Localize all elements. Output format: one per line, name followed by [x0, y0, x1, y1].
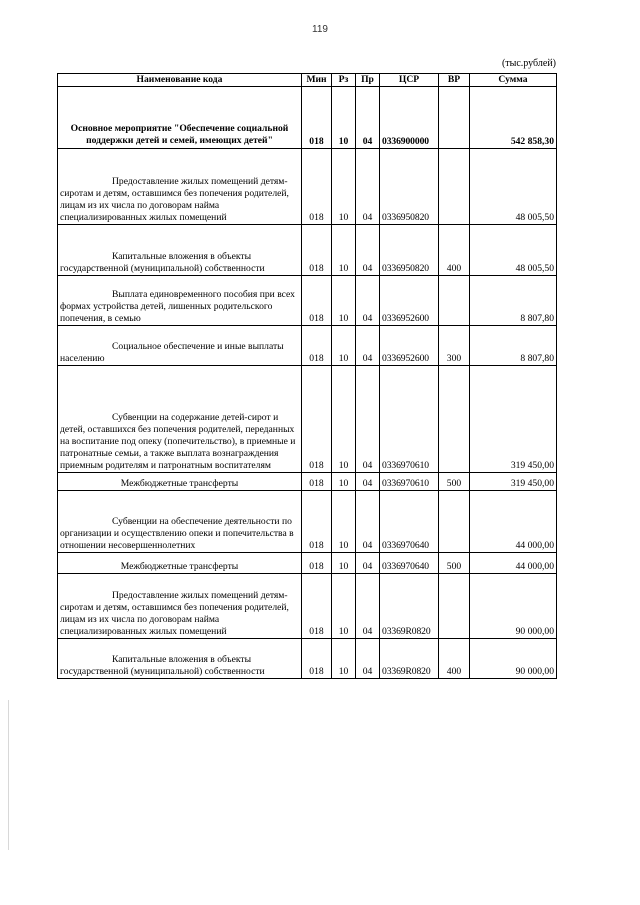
budget-table	[57, 73, 557, 679]
row-min: 018	[302, 491, 332, 553]
table-row	[58, 491, 557, 553]
row-name: Основное мероприятие "Обеспечение социальной поддержки детей и семей, имеющих детей"	[58, 87, 302, 149]
row-pr: 04	[356, 276, 380, 326]
row-name: Предоставление жилых помещений детям-сиротам и детям, оставшимся без попечения родителей, лицам из их числа по договорам найма специализированных жилых помещений	[58, 574, 302, 639]
row-sum: 542 858,30	[470, 87, 557, 149]
row-rz: 10	[332, 574, 356, 639]
row-csr: 0336970610	[380, 366, 439, 473]
row-vr: 400	[439, 639, 470, 679]
row-vr	[439, 149, 470, 225]
row-vr: 500	[439, 473, 470, 491]
row-sum: 8 807,80	[470, 326, 557, 366]
row-name: Предоставление жилых помещений детям-сиротам и детям, оставшимся без попечения родителей, лицам из их числа по договорам найма специализированных жилых помещений	[58, 149, 302, 225]
row-name: Межбюджетные трансферты	[58, 473, 302, 491]
table-row	[58, 149, 557, 225]
row-csr: 0336970640	[380, 553, 439, 574]
row-vr: 300	[439, 326, 470, 366]
row-min: 018	[302, 87, 332, 149]
row-csr: 0336950820	[380, 149, 439, 225]
row-min: 018	[302, 574, 332, 639]
row-vr	[439, 491, 470, 553]
header-name: Наименование кода	[58, 74, 302, 87]
row-name: Выплата единовременного пособия при всех формах устройства детей, лишенных родительского попечения, в семью	[58, 276, 302, 326]
row-rz: 10	[332, 276, 356, 326]
row-pr: 04	[356, 87, 380, 149]
row-csr: 0336970640	[380, 491, 439, 553]
table-header-row	[58, 74, 557, 87]
row-sum: 44 000,00	[470, 553, 557, 574]
row-name: Межбюджетные трансферты	[58, 553, 302, 574]
row-name: Капитальные вложения в объекты государственной (муниципальной) собственности	[58, 639, 302, 679]
row-rz: 10	[332, 366, 356, 473]
header-sum: Сумма	[470, 74, 557, 87]
row-min: 018	[302, 276, 332, 326]
header-vr: ВР	[439, 74, 470, 87]
row-sum: 48 005,50	[470, 149, 557, 225]
row-csr: 0336952600	[380, 276, 439, 326]
row-rz: 10	[332, 87, 356, 149]
table-row	[58, 225, 557, 276]
table-row	[58, 574, 557, 639]
row-pr: 04	[356, 639, 380, 679]
table-row	[58, 326, 557, 366]
row-name: Социальное обеспечение и иные выплаты населению	[58, 326, 302, 366]
row-csr: 0336950820	[380, 225, 439, 276]
row-csr: 03369R0820	[380, 639, 439, 679]
row-name: Субвенции на содержание детей-сирот и детей, оставшихся без попечения родителей, переданных на воспитание под опеку (попечительство), в приемные и патронатные семьи, а также выплата вознаграждения приемным родителям и патронатным воспитателям	[58, 366, 302, 473]
row-rz: 10	[332, 491, 356, 553]
row-min: 018	[302, 366, 332, 473]
table-row	[58, 366, 557, 473]
row-rz: 10	[332, 473, 356, 491]
row-vr	[439, 87, 470, 149]
row-min: 018	[302, 149, 332, 225]
row-pr: 04	[356, 225, 380, 276]
row-rz: 10	[332, 326, 356, 366]
row-rz: 10	[332, 225, 356, 276]
units-label: (тыс.рублей)	[501, 58, 556, 69]
row-csr: 0336900000	[380, 87, 439, 149]
row-vr	[439, 276, 470, 326]
row-sum: 319 450,00	[470, 366, 557, 473]
row-rz: 10	[332, 149, 356, 225]
row-pr: 04	[356, 574, 380, 639]
table-row	[58, 276, 557, 326]
row-vr: 400	[439, 225, 470, 276]
page-number: 119	[312, 24, 328, 35]
table-row	[58, 553, 557, 574]
header-min: Мин	[302, 74, 332, 87]
row-pr: 04	[356, 491, 380, 553]
table-row	[58, 639, 557, 679]
header-csr: ЦСР	[380, 74, 439, 87]
row-rz: 10	[332, 553, 356, 574]
scan-edge-line	[8, 700, 9, 850]
row-csr: 0336952600	[380, 326, 439, 366]
row-pr: 04	[356, 149, 380, 225]
row-pr: 04	[356, 366, 380, 473]
row-sum: 44 000,00	[470, 491, 557, 553]
row-min: 018	[302, 639, 332, 679]
row-vr: 500	[439, 553, 470, 574]
row-name: Субвенции на обеспечение деятельности по организации и осуществлению опеки и попечительства в отношении несовершеннолетних	[58, 491, 302, 553]
row-rz: 10	[332, 639, 356, 679]
row-sum: 8 807,80	[470, 276, 557, 326]
row-min: 018	[302, 473, 332, 491]
row-sum: 319 450,00	[470, 473, 557, 491]
row-name: Капитальные вложения в объекты государственной (муниципальной) собственности	[58, 225, 302, 276]
header-rz: Рз	[332, 74, 356, 87]
row-csr: 0336970610	[380, 473, 439, 491]
header-pr: Пр	[356, 74, 380, 87]
row-vr	[439, 366, 470, 473]
row-sum: 90 000,00	[470, 574, 557, 639]
row-sum: 48 005,50	[470, 225, 557, 276]
row-min: 018	[302, 225, 332, 276]
table-row	[58, 473, 557, 491]
row-min: 018	[302, 553, 332, 574]
row-vr	[439, 574, 470, 639]
row-pr: 04	[356, 326, 380, 366]
row-min: 018	[302, 326, 332, 366]
row-pr: 04	[356, 473, 380, 491]
table-row	[58, 87, 557, 149]
row-sum: 90 000,00	[470, 639, 557, 679]
row-pr: 04	[356, 553, 380, 574]
row-csr: 03369R0820	[380, 574, 439, 639]
